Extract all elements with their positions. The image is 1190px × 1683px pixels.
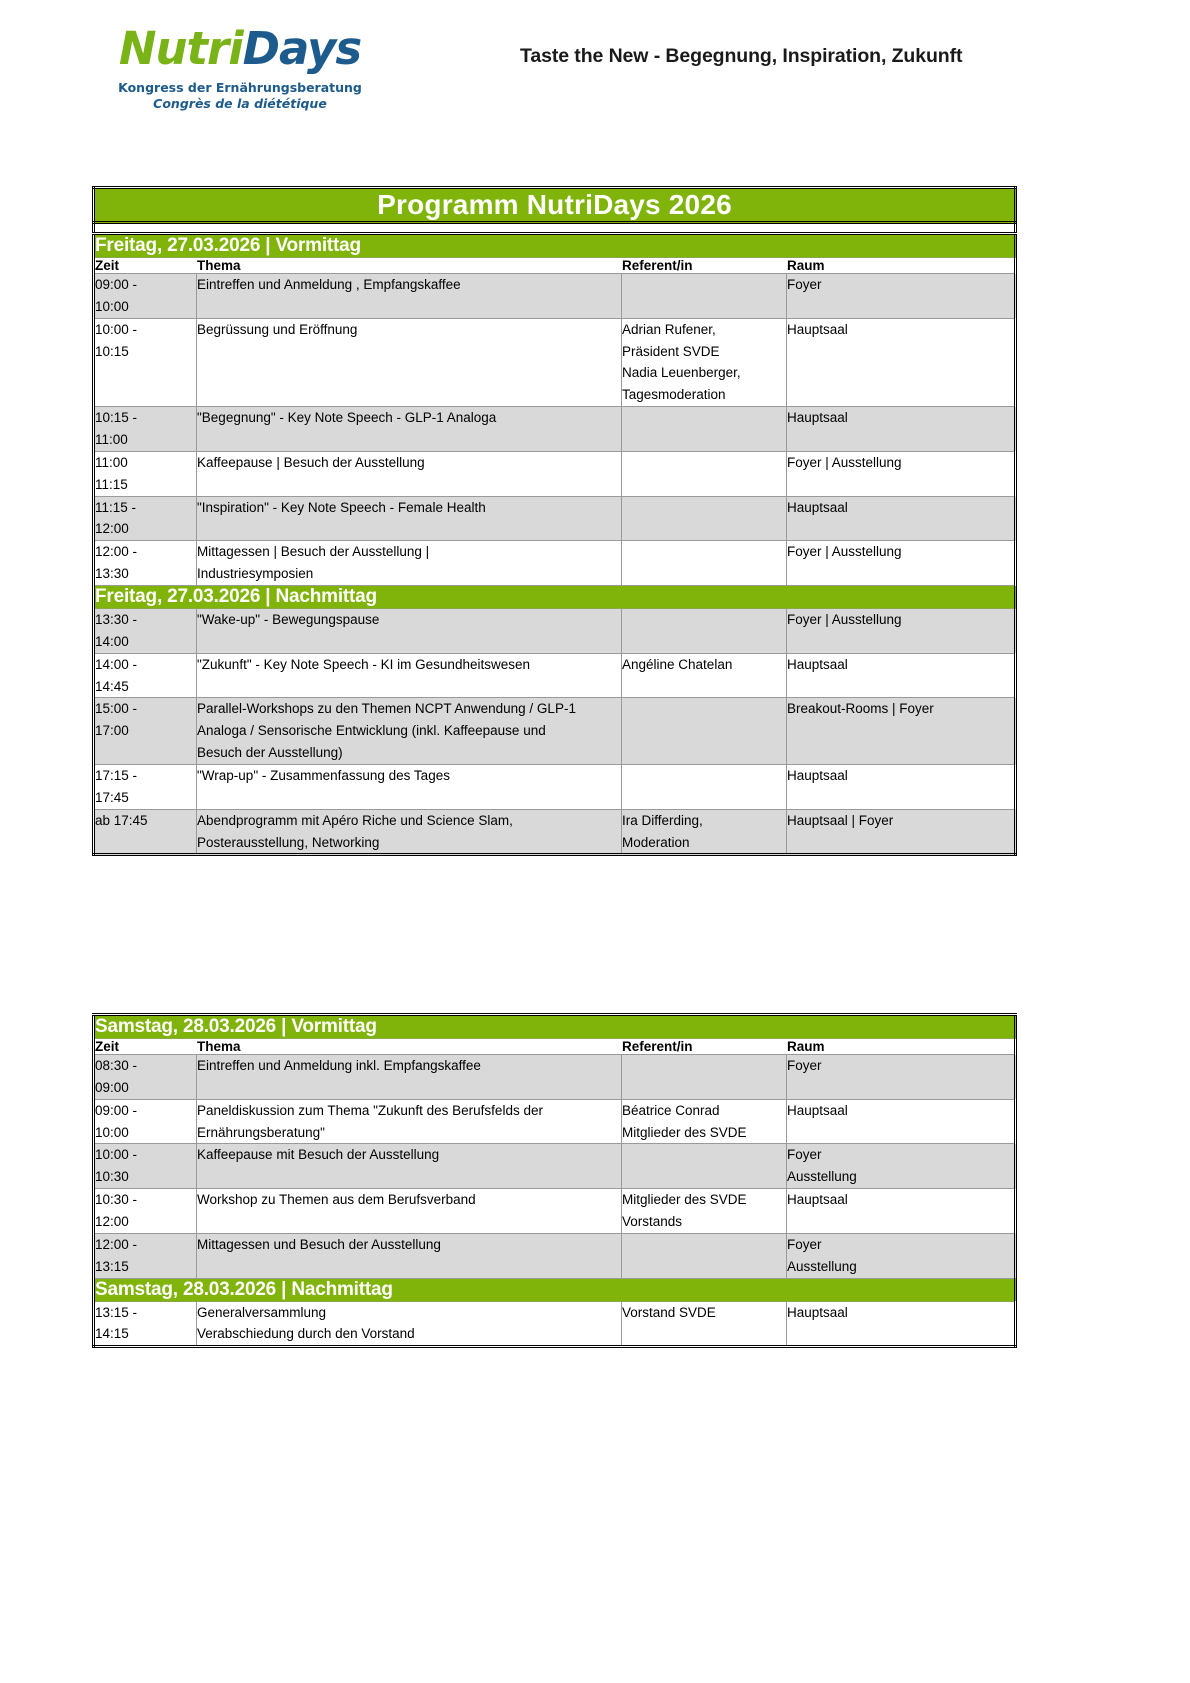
program-row bbox=[94, 1144, 1016, 1189]
cell-line: 17:00 bbox=[95, 723, 129, 739]
cell-raum bbox=[787, 765, 1016, 810]
cell-line: Béatrice Conrad bbox=[622, 1102, 720, 1118]
program-row bbox=[94, 653, 1016, 698]
cell-line: Hauptsaal | Foyer bbox=[787, 812, 894, 828]
section-header-row bbox=[94, 586, 1016, 609]
cell-line: Parallel-Workshops zu den Themen NCPT Anwendung / GLP-1 bbox=[197, 701, 576, 717]
cell-line: Kaffeepause mit Besuch der Ausstellung bbox=[197, 1147, 440, 1163]
cell-line: Foyer | Ausstellung bbox=[787, 544, 902, 560]
cell-line: 09:00 - bbox=[95, 277, 138, 292]
cell-line: 10:00 - bbox=[95, 1147, 138, 1163]
cell-line: 14:00 - bbox=[95, 656, 138, 672]
cell-line: Tagesmoderation bbox=[622, 387, 726, 403]
cell-thema bbox=[197, 765, 622, 810]
cell-referent bbox=[622, 451, 787, 496]
cell-thema bbox=[197, 1055, 622, 1100]
cell-line: Foyer | Ausstellung bbox=[787, 454, 902, 470]
program-row bbox=[94, 451, 1016, 496]
cell-raum bbox=[787, 274, 1016, 319]
cell-line: "Wake-up" - Bewegungspause bbox=[197, 612, 380, 628]
program-table-friday-body bbox=[94, 188, 1016, 855]
section-header-label: Freitag, 27.03.2026 | Vormittag bbox=[95, 235, 361, 256]
title-gap-cell bbox=[94, 223, 1016, 234]
section-header-row bbox=[94, 1015, 1016, 1039]
cell-line: Hauptsaal bbox=[787, 321, 848, 337]
cell-line: 11:15 - bbox=[95, 499, 137, 515]
logo-subtitle-fr: Congrès de la diététique bbox=[153, 95, 327, 111]
section-header-cell bbox=[94, 1278, 1016, 1301]
title-gap-row bbox=[94, 223, 1016, 234]
page-title: Programm NutriDays 2026 bbox=[377, 189, 732, 220]
cell-raum bbox=[787, 541, 1016, 586]
cell-line: Hauptsaal bbox=[787, 1192, 848, 1208]
cell-raum bbox=[787, 1233, 1016, 1278]
cell-line: Foyer bbox=[787, 1236, 822, 1252]
cell-zeit bbox=[94, 653, 197, 698]
program-row bbox=[94, 1099, 1016, 1144]
program-row bbox=[94, 541, 1016, 586]
cell-line: Abendprogramm mit Apéro Riche und Science Slam, bbox=[197, 812, 513, 828]
program-row bbox=[94, 609, 1016, 654]
cell-line: Ausstellung bbox=[787, 1169, 857, 1185]
cell-line: 09:00 bbox=[95, 1079, 129, 1095]
column-header-thema: Thema bbox=[197, 1039, 622, 1055]
cell-line: Moderation bbox=[622, 834, 690, 850]
cell-referent bbox=[622, 809, 787, 855]
cell-zeit bbox=[94, 1144, 197, 1189]
cell-line: "Wrap-up" - Zusammenfassung des Tages bbox=[197, 768, 450, 784]
cell-line: 12:00 bbox=[95, 1214, 129, 1230]
cell-zeit bbox=[94, 1233, 197, 1278]
page-header bbox=[0, 0, 1190, 150]
cell-line: 10:15 bbox=[95, 343, 129, 359]
cell-line: Begrüssung und Eröffnung bbox=[197, 321, 358, 337]
cell-zeit bbox=[94, 1055, 197, 1100]
cell-referent bbox=[622, 765, 787, 810]
cell-zeit bbox=[94, 1189, 197, 1234]
cell-line: Hauptsaal bbox=[787, 656, 848, 672]
cell-zeit bbox=[94, 318, 197, 406]
cell-line: Vorstands bbox=[622, 1214, 683, 1230]
cell-zeit bbox=[94, 541, 197, 586]
cell-line: Mitglieder des SVDE bbox=[622, 1192, 747, 1208]
cell-line: 10:30 bbox=[95, 1169, 129, 1185]
cell-line: Workshop zu Themen aus dem Berufsverband bbox=[197, 1192, 476, 1208]
cell-referent bbox=[622, 1144, 787, 1189]
cell-line: 17:15 - bbox=[95, 768, 138, 784]
cell-thema bbox=[197, 809, 622, 855]
cell-thema bbox=[197, 451, 622, 496]
cell-thema bbox=[197, 609, 622, 654]
program-row bbox=[94, 1055, 1016, 1100]
program-row bbox=[94, 1301, 1016, 1347]
cell-line: 10:00 bbox=[95, 1124, 129, 1140]
cell-raum bbox=[787, 496, 1016, 541]
cell-line: Foyer | Ausstellung bbox=[787, 612, 902, 628]
cell-line: 14:00 bbox=[95, 633, 129, 649]
cell-zeit bbox=[94, 407, 197, 452]
cell-referent bbox=[622, 1189, 787, 1234]
cell-zeit bbox=[94, 1099, 197, 1144]
cell-line: Hauptsaal bbox=[787, 499, 848, 515]
cell-line: 14:45 bbox=[95, 678, 129, 694]
cell-line: ab 17:45 bbox=[95, 812, 148, 828]
logo-subtitle-de: Kongress der Ernährungsberatung bbox=[118, 80, 362, 95]
cell-line: Hauptsaal bbox=[787, 768, 848, 784]
program-row bbox=[94, 698, 1016, 765]
cell-referent bbox=[622, 318, 787, 406]
cell-thema bbox=[197, 496, 622, 541]
cell-referent bbox=[622, 1301, 787, 1347]
program-row bbox=[94, 274, 1016, 319]
cell-thema bbox=[197, 653, 622, 698]
cell-line: Nadia Leuenberger, bbox=[622, 365, 741, 381]
cell-line: 11:00 bbox=[95, 454, 128, 470]
cell-referent bbox=[622, 609, 787, 654]
cell-thema bbox=[197, 318, 622, 406]
cell-referent bbox=[622, 1055, 787, 1100]
cell-line: 15:00 - bbox=[95, 701, 138, 717]
cell-raum bbox=[787, 653, 1016, 698]
program-row bbox=[94, 318, 1016, 406]
cell-line: Eintreffen und Anmeldung , Empfangskaffee bbox=[197, 277, 461, 292]
cell-raum bbox=[787, 609, 1016, 654]
cell-thema bbox=[197, 407, 622, 452]
cell-line: Hauptsaal bbox=[787, 1102, 848, 1118]
column-header-raum: Raum bbox=[787, 258, 1016, 274]
program-table-friday bbox=[92, 186, 1017, 856]
program-row bbox=[94, 809, 1016, 855]
cell-line: "Zukunft" - Key Note Speech - KI im Gesundheitswesen bbox=[197, 656, 530, 672]
cell-line: Vorstand SVDE bbox=[622, 1304, 716, 1320]
cell-zeit bbox=[94, 609, 197, 654]
cell-thema bbox=[197, 1099, 622, 1144]
cell-line: 13:30 - bbox=[95, 612, 138, 628]
cell-zeit bbox=[94, 698, 197, 765]
cell-line: Hauptsaal bbox=[787, 1304, 848, 1320]
cell-line: Mittagessen und Besuch der Ausstellung bbox=[197, 1236, 441, 1252]
section-header-cell bbox=[94, 1015, 1016, 1039]
section-header-cell bbox=[94, 586, 1016, 609]
cell-zeit bbox=[94, 451, 197, 496]
program-title-cell bbox=[94, 188, 1016, 223]
cell-raum bbox=[787, 698, 1016, 765]
cell-raum bbox=[787, 1189, 1016, 1234]
cell-line: Ernährungsberatung" bbox=[197, 1124, 325, 1140]
program-title-row bbox=[94, 188, 1016, 223]
cell-line: 13:30 bbox=[95, 566, 129, 582]
cell-line: 13:15 - bbox=[95, 1304, 138, 1320]
cell-line: Foyer bbox=[787, 277, 822, 292]
cell-zeit bbox=[94, 496, 197, 541]
cell-line: Kaffeepause | Besuch der Ausstellung bbox=[197, 454, 425, 470]
cell-line: Verabschiedung durch den Vorstand bbox=[197, 1326, 415, 1342]
cell-line: 14:15 bbox=[95, 1326, 129, 1342]
cell-line: 12:00 - bbox=[95, 1236, 138, 1252]
cell-line: 10:30 - bbox=[95, 1192, 138, 1208]
cell-line: Adrian Rufener, bbox=[622, 321, 716, 337]
column-header-referentin: Referent/in bbox=[622, 1039, 787, 1055]
section-header-label: Freitag, 27.03.2026 | Nachmittag bbox=[95, 586, 377, 608]
cell-referent bbox=[622, 1233, 787, 1278]
cell-line: Ira Differding, bbox=[622, 812, 703, 828]
section-header-label: Samstag, 28.03.2026 | Vormittag bbox=[95, 1016, 377, 1037]
cell-thema bbox=[197, 1189, 622, 1234]
cell-raum bbox=[787, 318, 1016, 406]
nutridays-logo bbox=[95, 22, 385, 111]
cell-line: Hauptsaal bbox=[787, 410, 848, 426]
section-header-label: Samstag, 28.03.2026 | Nachmittag bbox=[95, 1278, 393, 1300]
section-header-cell bbox=[94, 234, 1016, 258]
cell-line: Angéline Chatelan bbox=[622, 656, 733, 672]
section-header-row bbox=[94, 1278, 1016, 1301]
column-header-referentin: Referent/in bbox=[622, 258, 787, 274]
cell-line: 11:15 bbox=[95, 476, 128, 492]
program-table-saturday bbox=[92, 1013, 1017, 1348]
cell-line: 13:15 bbox=[95, 1258, 129, 1274]
cell-thema bbox=[197, 1144, 622, 1189]
cell-raum bbox=[787, 451, 1016, 496]
cell-thema bbox=[197, 698, 622, 765]
cell-line: 17:45 bbox=[95, 789, 129, 805]
cell-line: Foyer bbox=[787, 1147, 822, 1163]
cell-line: Analoga / Sensorische Entwicklung (inkl. Kaffeepause und bbox=[197, 723, 546, 739]
cell-thema bbox=[197, 1233, 622, 1278]
cell-referent bbox=[622, 698, 787, 765]
cell-line: 10:15 - bbox=[95, 410, 138, 426]
cell-referent bbox=[622, 541, 787, 586]
program-row bbox=[94, 765, 1016, 810]
cell-line: Breakout-Rooms | Foyer bbox=[787, 701, 934, 717]
cell-zeit bbox=[94, 809, 197, 855]
cell-line: "Inspiration" - Key Note Speech - Female Health bbox=[197, 499, 486, 515]
cell-line: Eintreffen und Anmeldung inkl. Empfangskaffee bbox=[197, 1058, 481, 1073]
cell-referent bbox=[622, 274, 787, 319]
column-header-row bbox=[94, 258, 1016, 274]
cell-line: Paneldiskussion zum Thema "Zukunft des Berufsfelds der bbox=[197, 1102, 543, 1118]
program-row bbox=[94, 1189, 1016, 1234]
cell-referent bbox=[622, 1099, 787, 1144]
column-header-raum: Raum bbox=[787, 1039, 1016, 1055]
cell-raum bbox=[787, 1099, 1016, 1144]
cell-line: Generalversammlung bbox=[197, 1304, 327, 1320]
cell-raum bbox=[787, 809, 1016, 855]
cell-referent bbox=[622, 653, 787, 698]
cell-line: 12:00 bbox=[95, 521, 129, 537]
cell-line: Ausstellung bbox=[787, 1258, 857, 1274]
event-tagline: Taste the New - Begegnung, Inspiration, Zukunft bbox=[520, 45, 963, 67]
cell-zeit bbox=[94, 1301, 197, 1347]
cell-referent bbox=[622, 407, 787, 452]
cell-thema bbox=[197, 541, 622, 586]
column-header-zeit: Zeit bbox=[94, 1039, 197, 1055]
cell-line: Industriesymposien bbox=[197, 566, 314, 582]
cell-raum bbox=[787, 1301, 1016, 1347]
cell-line: Besuch der Ausstellung) bbox=[197, 745, 343, 761]
program-row bbox=[94, 496, 1016, 541]
column-header-row bbox=[94, 1039, 1016, 1055]
logo-wordmark-nutri: Nutri bbox=[118, 22, 243, 75]
cell-line: 12:00 - bbox=[95, 544, 138, 560]
cell-line: 09:00 - bbox=[95, 1102, 138, 1118]
cell-line: 10:00 bbox=[95, 298, 129, 314]
cell-raum bbox=[787, 1144, 1016, 1189]
cell-line: Foyer bbox=[787, 1058, 822, 1073]
cell-zeit bbox=[94, 274, 197, 319]
section-header-row bbox=[94, 234, 1016, 258]
program-row bbox=[94, 1233, 1016, 1278]
program-row bbox=[94, 407, 1016, 452]
cell-line: 08:30 - bbox=[95, 1058, 138, 1073]
column-header-thema: Thema bbox=[197, 258, 622, 274]
cell-line: Mitglieder des SVDE bbox=[622, 1124, 747, 1140]
cell-raum bbox=[787, 407, 1016, 452]
cell-line: Mittagessen | Besuch der Ausstellung | bbox=[197, 544, 430, 560]
cell-raum bbox=[787, 1055, 1016, 1100]
cell-zeit bbox=[94, 765, 197, 810]
program-table-saturday-body bbox=[94, 1015, 1016, 1347]
cell-referent bbox=[622, 496, 787, 541]
logo-wordmark-days: Days bbox=[242, 22, 362, 75]
cell-thema bbox=[197, 1301, 622, 1347]
cell-line: Präsident SVDE bbox=[622, 343, 720, 359]
column-header-zeit: Zeit bbox=[94, 258, 197, 274]
cell-line: Posterausstellung, Networking bbox=[197, 834, 380, 850]
logo-wordmark bbox=[95, 22, 385, 75]
cell-line: 11:00 bbox=[95, 432, 128, 448]
cell-line: 10:00 - bbox=[95, 321, 138, 337]
cell-thema bbox=[197, 274, 622, 319]
cell-line: "Begegnung" - Key Note Speech - GLP-1 Analoga bbox=[197, 410, 497, 426]
